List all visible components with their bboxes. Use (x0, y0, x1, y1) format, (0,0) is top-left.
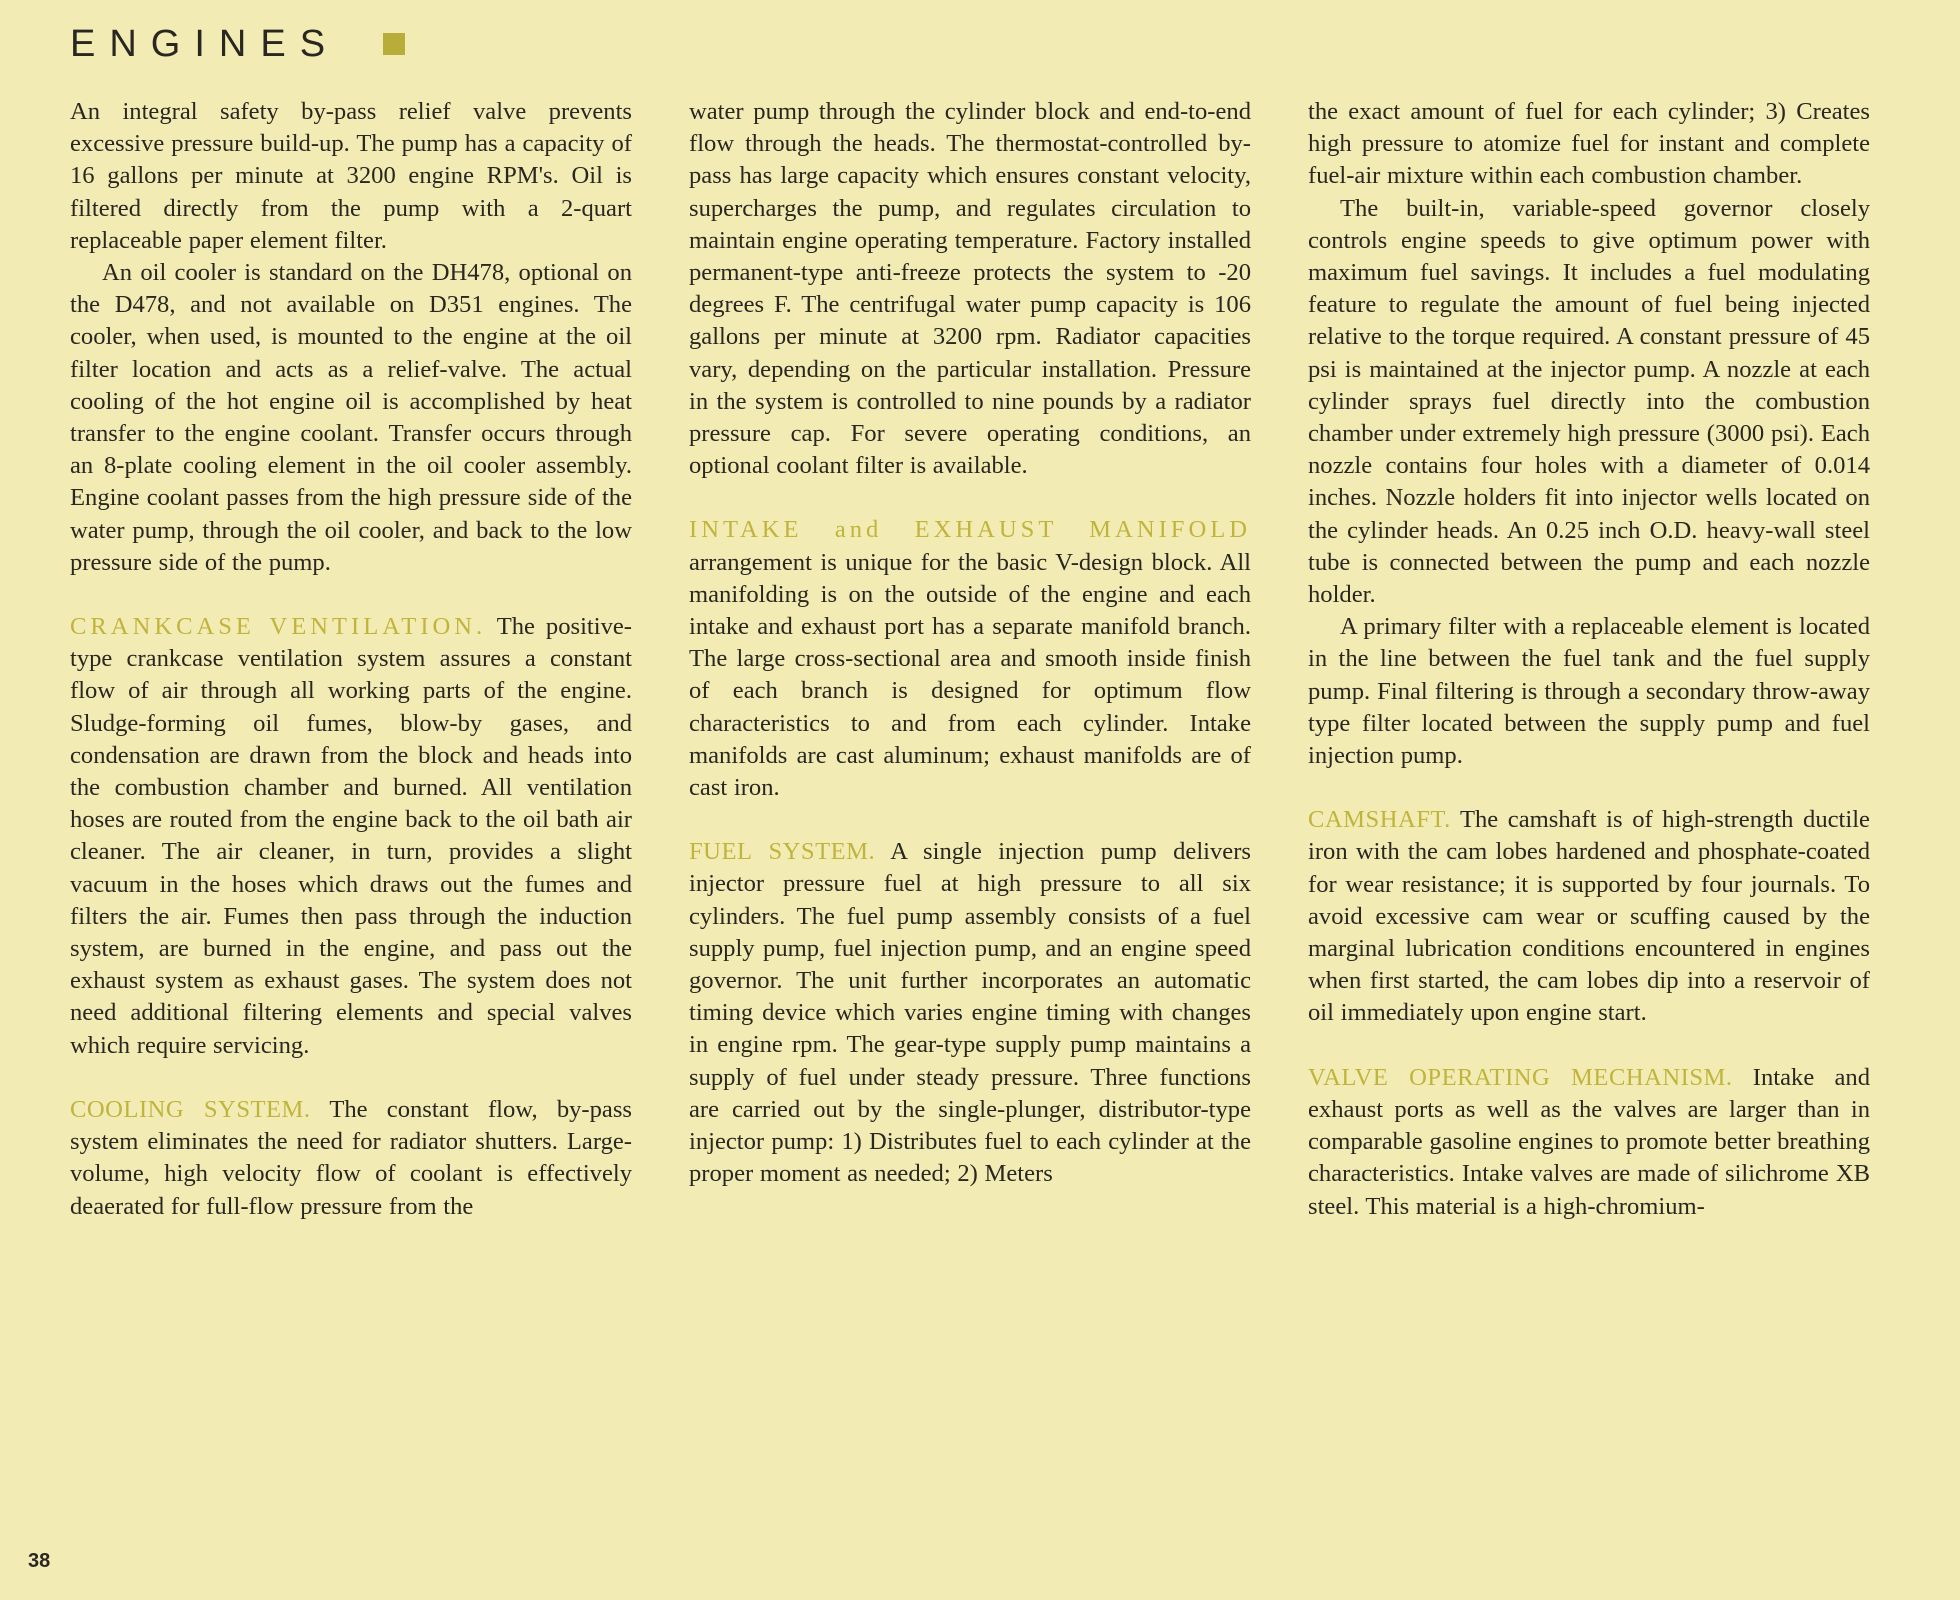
paragraph (70, 1094, 632, 1223)
paragraph-text: The camshaft is of high-strength ductile iron with the cam lobes hardened and phosphate-coated for wear resistance; it is supported by four journals. To avoid excessive cam wear or scuffing caused by the marginal lubrication conditions encountered in engines when first started, the cam lobes dip into a reservoir of oil immediately upon engine start. (1308, 806, 1870, 1027)
section-heading-valve-operating-mechanism: VALVE OPERATING MECHANISM. (1308, 1063, 1733, 1091)
paragraph (1308, 804, 1870, 1029)
page-number: 38 (28, 1550, 51, 1572)
paragraph (70, 257, 632, 579)
paragraph (689, 836, 1251, 1190)
section-heading-crankcase-ventilation: CRANKCASE VENTILATION. (70, 613, 487, 641)
page-header (70, 14, 405, 74)
paragraph (1308, 1062, 1870, 1223)
paragraph-text: arrangement is unique for the basic V-design block. All manifolding is on the outside of the engine and each intake and exhaust port has a separate manifold branch. The large cross-sectional area and smooth inside finish of each branch is designed for optimum flow characteristics to and from each cylinder. Intake manifolds are cast aluminum; exhaust manifolds are of cast iron. (689, 548, 1251, 802)
page-title: ENGINES (70, 23, 340, 65)
section-heading-camshaft: CAMSHAFT. (1308, 806, 1451, 834)
paragraph-text: A single injection pump delivers injector pressure fuel at high pressure to all six cylinders. The fuel pump assembly consists of a fuel supply pump, fuel injection pump, and an engine speed governor. The unit further incorporates an automatic timing device which varies engine timing with changes in engine rpm. The gear-type supply pump maintains a supply of fuel under steady pressure. Three functions are carried out by the single-plunger, distributor-type injector pump: 1) Distributes fuel to each cylinder at the proper moment as needed; 2) Meters (689, 838, 1251, 1188)
paragraph (70, 96, 632, 257)
section-heading-fuel-system: FUEL SYSTEM. (689, 838, 876, 866)
paragraph-text: The positive-type crankcase ventilation system assures a constant flow of air through all working parts of the engine. Sludge-forming oil fumes, blow-by gases, and condensation are drawn from the block and heads into the combustion chamber and burned. All ventilation hoses are routed from the engine back to the oil bath air cleaner. The air cleaner, in turn, provides a slight vacuum in the hoses which draws out the fumes and filters the air. Fumes then pass through the induction system, are burned in the engine, and pass out the exhaust system as exhaust gases. The system does not need additional filtering elements and special valves which require servicing. (70, 613, 632, 1059)
text-column-1 (70, 96, 632, 1223)
paragraph-text: the exact amount of fuel for each cylinder; 3) Creates high pressure to atomize fuel for instant and complete fuel-air mixture within each combustion chamber. (1308, 98, 1870, 190)
paragraph-text: water pump through the cylinder block and end-to-end flow through the heads. The thermostat-controlled by-pass has large capacity which ensures constant velocity, supercharges the pump, and regulates circulation to maintain engine operating temperature. Factory installed permanent-type anti-freeze protects the system to -20 degrees F. The centrifugal water pump capacity is 106 gallons per minute at 3200 rpm. Radiator capacities vary, depending on the particular installation. Pressure in the system is controlled to nine pounds by a radiator pressure cap. For severe operating conditions, an optional coolant filter is available. (689, 98, 1251, 480)
paragraph-text: Intake and exhaust ports as well as the valves are larger than in comparable gasoline engines to promote better breathing characteristics. Intake valves are made of silichrome XB steel. This material is a high-chromium- (1308, 1063, 1870, 1220)
paragraph (689, 96, 1251, 482)
paragraph-text: An integral safety by-pass relief valve prevents excessive pressure build-up. The pump has a capacity of 16 gallons per minute at 3200 engine RPM's. Oil is filtered directly from the pump with a 2-quart replaceable paper element filter. (70, 98, 632, 254)
paragraph (1308, 96, 1870, 193)
paragraph-text: A primary filter with a replaceable element is located in the line between the fuel tank and the fuel supply pump. Final filtering is through a secondary throw-away type filter located between the supply pump and fuel injection pump. (1308, 613, 1870, 770)
paragraph-text: An oil cooler is standard on the DH478, optional on the D478, and not available on D351 engines. The cooler, when used, is mounted to the engine at the oil filter location and acts as a relief-valve. The actual cooling of the hot engine oil is accomplished by heat transfer to the engine coolant. Transfer occurs through an 8-plate cooling element in the oil cooler assembly. Engine coolant passes from the high pressure side of the water pump, through the oil cooler, and back to the low pressure side of the pump. (70, 259, 632, 576)
text-column-2 (689, 96, 1251, 1191)
section-heading-intake-exhaust-manifold: INTAKE and EXHAUST MANIFOLD (689, 516, 1251, 544)
section-heading-cooling-system: COOLING SYSTEM. (70, 1095, 311, 1123)
paragraph-text: The built-in, variable-speed governor closely controls engine speeds to give optimum power with maximum fuel savings. It includes a fuel modulating feature to regulate the amount of fuel being injected relative to the torque required. A constant pressure of 45 psi is maintained at the injector pump. A nozzle at each cylinder sprays fuel directly into the combustion chamber under extremely high pressure (3000 psi). Each nozzle contains four holes with a diameter of 0.014 inches. Nozzle holders fit into injector wells located on the cylinder heads. An 0.25 inch O.D. heavy-wall steel tube is connected between the pump and each nozzle holder. (1308, 194, 1870, 609)
text-column-3 (1308, 96, 1870, 1223)
paragraph (1308, 611, 1870, 772)
paragraph (689, 514, 1251, 804)
paragraph (70, 611, 632, 1062)
accent-square-icon (383, 33, 405, 55)
paragraph (1308, 193, 1870, 612)
paragraph-text: The constant flow, by-pass system eliminates the need for radiator shutters. Large-volume, high velocity flow of coolant is effectively deaerated for full-flow pressure from the (70, 1095, 632, 1220)
